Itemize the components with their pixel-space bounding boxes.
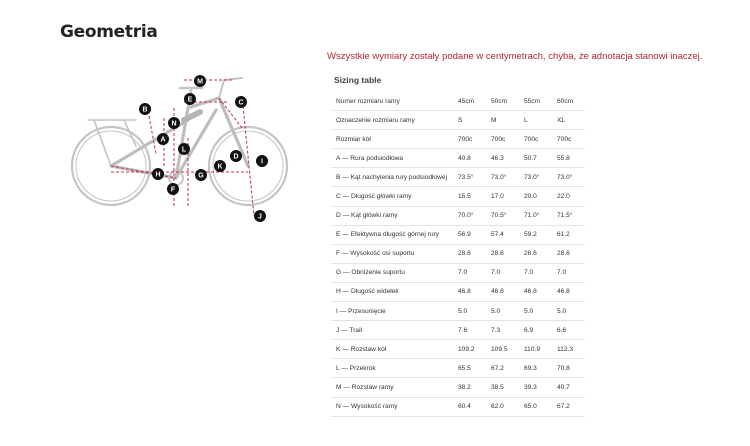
marker-b <box>139 103 151 115</box>
marker-a <box>157 133 169 145</box>
cell-value: L <box>519 111 552 130</box>
cell-value: S <box>453 111 486 130</box>
marker-m-label: M <box>197 78 203 86</box>
cell-value: 67.2 <box>552 397 585 416</box>
table-row <box>331 359 585 378</box>
bike-illustration <box>72 78 287 205</box>
marker-d <box>230 150 242 162</box>
cell-value: 40.8 <box>453 149 486 168</box>
cell-value: 5.0 <box>519 302 552 321</box>
cell-value: 700c <box>552 130 585 149</box>
cell-value: 60cm <box>552 92 585 111</box>
geometry-table <box>331 92 585 417</box>
cell-value: 73.0° <box>552 168 585 187</box>
cell-value: 6.9 <box>519 321 552 340</box>
row-label: H — Długość widełek <box>331 282 453 301</box>
cell-value: 55cm <box>519 92 552 111</box>
cell-value: 15.5 <box>453 187 486 206</box>
cell-value: 45cm <box>453 92 486 111</box>
marker-h-label: H <box>155 171 161 179</box>
cell-value: 46.8 <box>486 282 519 301</box>
cell-value: 7.0 <box>453 263 486 282</box>
marker-g-label: G <box>198 172 204 180</box>
table-row <box>331 111 585 130</box>
cell-value: 59.2 <box>519 225 552 244</box>
cell-value: 57.4 <box>486 225 519 244</box>
marker-j <box>254 210 266 222</box>
table-row <box>331 321 585 340</box>
row-label: I — Przesunięcie <box>331 302 453 321</box>
cell-value: 46.8 <box>519 282 552 301</box>
row-label: C — Długość główki ramy <box>331 187 453 206</box>
cell-value: 7.0 <box>486 263 519 282</box>
cell-value: 700c <box>486 130 519 149</box>
table-row <box>331 92 585 111</box>
cell-value: 700c <box>453 130 486 149</box>
marker-h <box>152 168 164 180</box>
cell-value: 7.0 <box>552 263 585 282</box>
marker-l-label: L <box>181 146 187 154</box>
marker-n <box>168 117 180 129</box>
table-row <box>331 263 585 282</box>
row-label: M — Rozstaw ramy <box>331 378 453 397</box>
row-label: J — Trail <box>331 321 453 340</box>
cell-value: 60.4 <box>453 397 486 416</box>
marker-c-label: C <box>238 99 244 107</box>
cell-value: 69.3 <box>519 359 552 378</box>
marker-m <box>194 75 206 87</box>
cell-value: 46.3 <box>486 149 519 168</box>
marker-f <box>167 183 179 195</box>
table-row <box>331 244 585 263</box>
table-row <box>331 397 585 416</box>
cell-value: 5.0 <box>453 302 486 321</box>
table-row <box>331 340 585 359</box>
cell-value: 6.6 <box>552 321 585 340</box>
table-row <box>331 149 585 168</box>
cell-value: 61.2 <box>552 225 585 244</box>
cell-value: 55.8 <box>552 149 585 168</box>
table-row <box>331 187 585 206</box>
dimension-markers <box>139 75 268 222</box>
cell-value: 56.9 <box>453 225 486 244</box>
row-label: G — Obniżenie suportu <box>331 263 453 282</box>
sizing-table-title: Sizing table <box>334 75 382 85</box>
cell-value: 67.2 <box>486 359 519 378</box>
row-label: A — Rura podsiodłowa <box>331 149 453 168</box>
row-label: F — Wysokość osi suportu <box>331 244 453 263</box>
marker-f-label: F <box>170 186 176 194</box>
marker-b-label: B <box>142 106 148 114</box>
cell-value: 70.8 <box>552 359 585 378</box>
row-label: N — Wysokość ramy <box>331 397 453 416</box>
marker-i <box>256 155 268 167</box>
cell-value: 17.0 <box>486 187 519 206</box>
cell-value: M <box>486 111 519 130</box>
measurement-notice: Wszystkie wymiary zostały podane w centymetrach, chyba, że adnotacja stanowi inaczej. <box>327 51 703 62</box>
row-label: L — Przekrok <box>331 359 453 378</box>
cell-value: 38.2 <box>453 378 486 397</box>
cell-value: 28.6 <box>552 244 585 263</box>
marker-d-label: D <box>233 153 239 161</box>
row-label: E — Efektywna długość górnej rury <box>331 225 453 244</box>
cell-value: 46.8 <box>552 282 585 301</box>
cell-value: 50cm <box>486 92 519 111</box>
marker-l <box>178 143 190 155</box>
marker-n-label: N <box>171 120 177 128</box>
cell-value: 109.5 <box>486 340 519 359</box>
cell-value: 110.9 <box>519 340 552 359</box>
row-label: B — Kąt nachylenia rury podsiodłowej <box>331 168 453 187</box>
table-row <box>331 130 585 149</box>
row-label: D — Kąt główki ramy <box>331 206 453 225</box>
cell-value: 65.0 <box>519 397 552 416</box>
cell-value: XL <box>552 111 585 130</box>
marker-i-label: I <box>261 158 263 166</box>
cell-value: 46.8 <box>453 282 486 301</box>
cell-value: 22.0 <box>552 187 585 206</box>
cell-value: 50.7 <box>519 149 552 168</box>
table-row <box>331 302 585 321</box>
cell-value: 5.0 <box>486 302 519 321</box>
cell-value: 39.3 <box>519 378 552 397</box>
cell-value: 7.6 <box>453 321 486 340</box>
marker-k-label: K <box>217 163 223 171</box>
cell-value: 40.7 <box>552 378 585 397</box>
cell-value: 109.2 <box>453 340 486 359</box>
cell-value: 71.0° <box>519 206 552 225</box>
marker-k <box>214 160 226 172</box>
cell-value: 28.6 <box>453 244 486 263</box>
cell-value: 38.5 <box>486 378 519 397</box>
table-row <box>331 168 585 187</box>
table-row <box>331 378 585 397</box>
marker-e-label: E <box>187 96 193 104</box>
cell-value: 73.0° <box>519 168 552 187</box>
row-label: Numer rozmiaru ramy <box>331 92 453 111</box>
page-title: Geometria <box>60 22 158 42</box>
table-row <box>331 206 585 225</box>
row-label: Oznaczenie rozmiaru ramy <box>331 111 453 130</box>
table-row <box>331 282 585 301</box>
cell-value: 70.5° <box>486 206 519 225</box>
cell-value: 65.5 <box>453 359 486 378</box>
marker-a-label: A <box>160 136 166 144</box>
cell-value: 62.0 <box>486 397 519 416</box>
cell-value: 7.3 <box>486 321 519 340</box>
row-label: Rozmiar kół <box>331 130 453 149</box>
cell-value: 70.0° <box>453 206 486 225</box>
marker-e <box>184 93 196 105</box>
marker-g <box>195 169 207 181</box>
cell-value: 700c <box>519 130 552 149</box>
cell-value: 5.0 <box>552 302 585 321</box>
cell-value: 28.6 <box>486 244 519 263</box>
marker-j-label: J <box>258 213 262 221</box>
cell-value: 71.5° <box>552 206 585 225</box>
cell-value: 20.0 <box>519 187 552 206</box>
cell-value: 7.0 <box>519 263 552 282</box>
cell-value: 112.3 <box>552 340 585 359</box>
table-row <box>331 225 585 244</box>
cell-value: 73.0° <box>486 168 519 187</box>
row-label: K — Rozstaw kół <box>331 340 453 359</box>
cell-value: 73.5° <box>453 168 486 187</box>
cell-value: 28.6 <box>519 244 552 263</box>
bike-geometry-diagram <box>64 68 294 228</box>
marker-c <box>235 96 247 108</box>
